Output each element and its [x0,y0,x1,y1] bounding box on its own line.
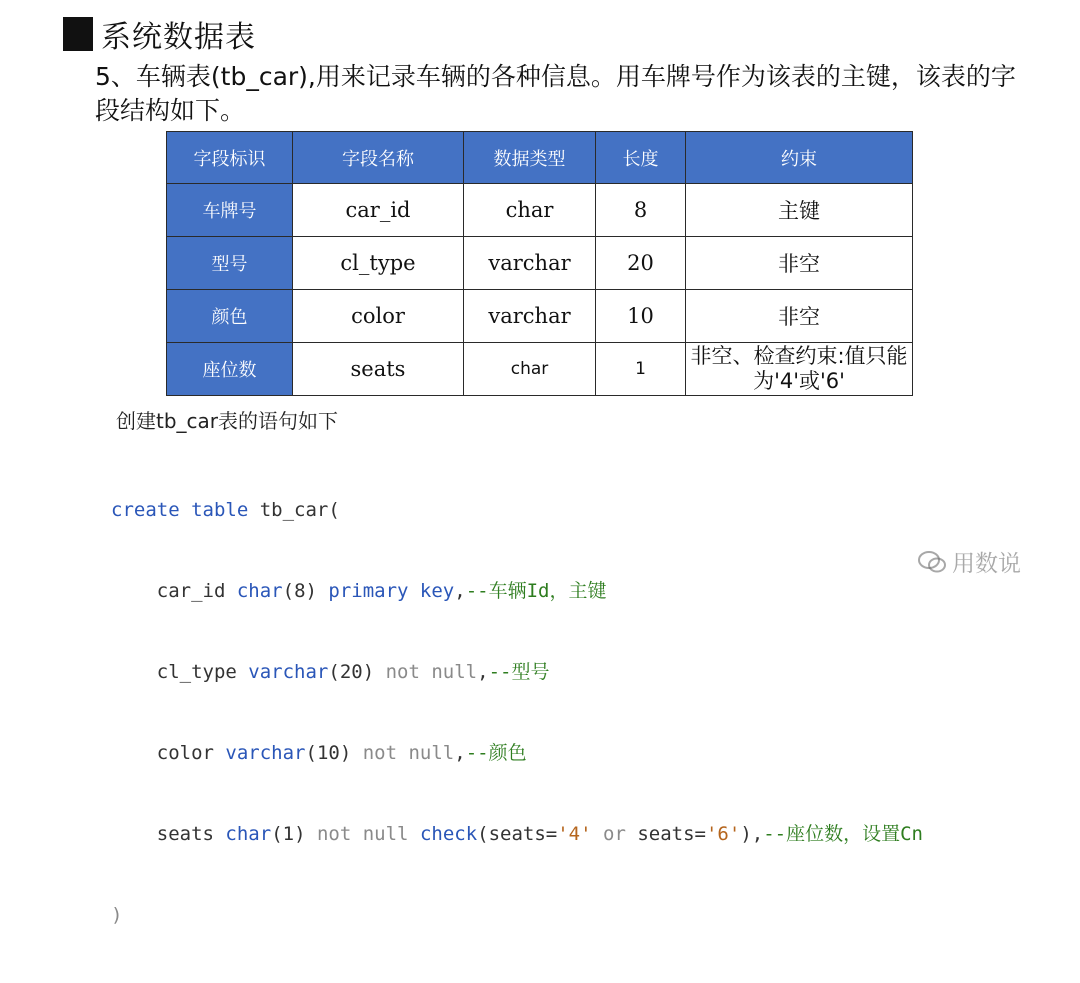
table-row [167,343,913,396]
cell-field-id: 颜色 [167,290,293,343]
code-size: (8) [282,580,317,602]
sql-code-block [111,443,923,983]
code-line [111,578,923,605]
cell-length: 20 [596,237,686,290]
code-separator: , [454,580,466,602]
wechat-icon [918,550,946,574]
watermark [918,545,1021,578]
cell-length: 1 [596,343,686,396]
title-marker-square [63,17,93,51]
watermark-text: 用数说 [952,551,1021,577]
code-text: ) [111,904,123,926]
code-separator: , [477,661,489,683]
code-comment: --座位数，设置Cn [763,823,923,845]
table-row [167,290,913,343]
header-field-id: 字段标识 [167,132,293,184]
code-line [111,740,923,767]
code-text: ), [740,823,764,845]
header-data-type: 数据类型 [464,132,596,184]
code-column: car_id [156,580,226,602]
cell-constraint: 主键 [686,184,913,237]
table-row [167,184,913,237]
code-comment: --颜色 [465,742,527,764]
code-line [111,659,923,686]
code-type: char [236,580,283,602]
code-comment: --型号 [488,661,550,683]
cell-data-type: char [464,184,596,237]
code-type: char [225,823,272,845]
code-column: color [156,742,214,764]
code-keyword: create table [111,499,249,521]
code-size: (10) [305,742,352,764]
title-row [63,14,256,54]
header-constraint: 约束 [686,132,913,184]
code-operator: or [603,823,626,845]
cell-constraint: 非空、检查约束:值只能为'4'或'6' [686,343,913,396]
code-not-null: not null [362,742,455,764]
code-size: (20) [328,661,375,683]
code-string: '4' [557,823,592,845]
code-column: cl_type [156,661,237,683]
code-line [111,497,923,524]
code-column: seats [156,823,214,845]
cell-length: 10 [596,290,686,343]
code-text: seats= [637,823,706,845]
code-type: varchar [248,661,329,683]
code-line [111,902,923,929]
cell-field-name: color [293,290,464,343]
table-header-row [167,132,913,184]
cell-field-id: 型号 [167,237,293,290]
cell-field-name: car_id [293,184,464,237]
code-line [111,821,923,848]
cell-field-name: cl_type [293,237,464,290]
code-type: varchar [225,742,306,764]
code-size: (1) [271,823,306,845]
code-caption: 创建tb_car表的语句如下 [116,409,339,433]
cell-constraint: 非空 [686,237,913,290]
cell-field-id: 车牌号 [167,184,293,237]
code-keyword: primary key [328,580,455,602]
intro-paragraph: 5、车辆表(tb_car),用来记录车辆的各种信息。用车牌号作为该表的主键，该表的字段结构如下。 [95,62,1016,125]
code-comment: --车辆Id，主键 [465,580,607,602]
cell-data-type: varchar [464,237,596,290]
header-field-name: 字段名称 [293,132,464,184]
header-length: 长度 [596,132,686,184]
cell-data-type: varchar [464,290,596,343]
cell-data-type: char [464,343,596,396]
cell-constraint: 非空 [686,290,913,343]
code-not-null: not null [316,823,409,845]
table-row [167,237,913,290]
code-string: '6' [705,823,741,845]
slide-title: 系统数据表 [101,20,256,55]
field-structure-table [166,131,913,396]
cell-length: 8 [596,184,686,237]
code-separator: , [454,742,466,764]
code-not-null: not null [385,661,478,683]
code-text: tb_car( [248,499,340,521]
code-keyword: check [419,823,478,845]
cell-field-name: seats [293,343,464,396]
cell-field-id: 座位数 [167,343,293,396]
code-text: (seats= [477,823,558,845]
